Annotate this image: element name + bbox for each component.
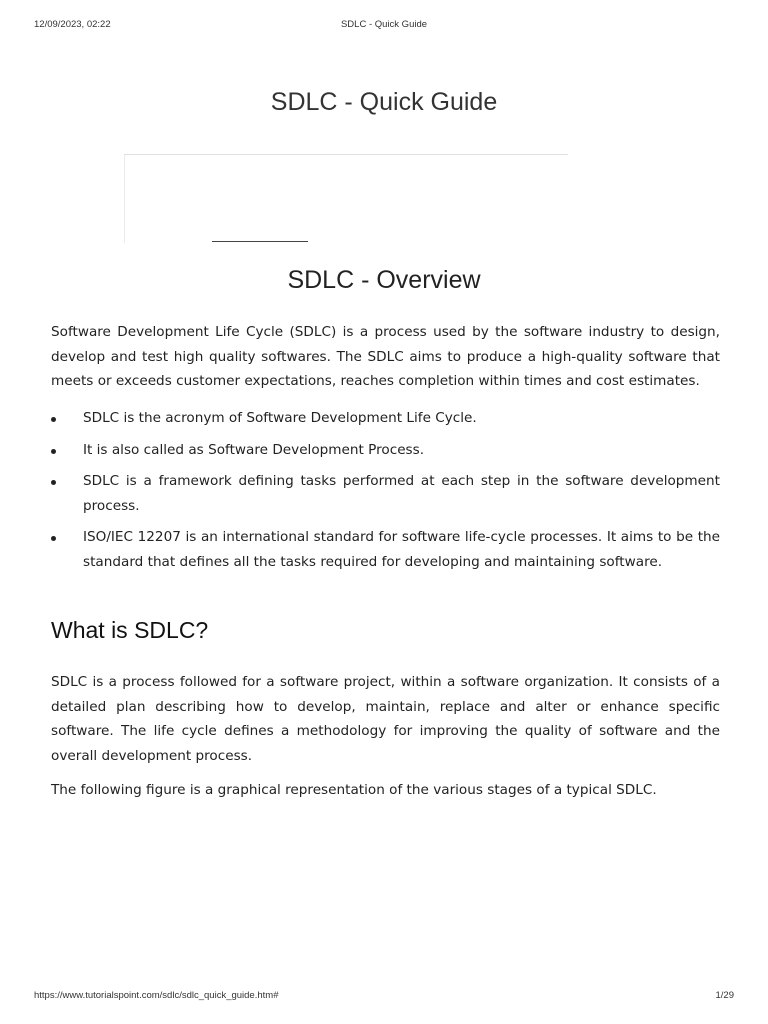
overview-heading: SDLC - Overview (287, 266, 481, 294)
list-item-text: SDLC is the acronym of Software Development Life Cycle. (83, 410, 477, 426)
list-item (51, 525, 720, 574)
print-datetime: 12/09/2023, 02:22 (34, 19, 111, 30)
bullet-dot-icon (51, 417, 56, 422)
bullet-dot-icon (51, 480, 56, 485)
overview-bullet-list (51, 406, 720, 581)
print-url[interactable]: https://www.tutorialspoint.com/sdlc/sdlc_quick_guide.htm# (34, 990, 279, 1001)
list-item (51, 469, 720, 518)
print-doc-title: SDLC - Quick Guide (340, 19, 428, 30)
ad-placeholder-underline (212, 241, 308, 242)
what-is-sdlc-heading: What is SDLC? (51, 617, 209, 643)
bullet-dot-icon (51, 449, 56, 454)
print-header (34, 19, 734, 31)
figure-intro-paragraph: The following figure is a graphical representation of the various stages of a typical SDLC. (51, 782, 657, 798)
page-title: SDLC - Quick Guide (270, 88, 498, 116)
what-is-sdlc-paragraph: SDLC is a process followed for a software project, within a software organization. It consists of a detailed plan describing how to develop, maintain, replace and alter or enhance specific software. The life cycle defines a methodology for improving the quality of software and the overall development process. (51, 674, 720, 764)
list-item-text: SDLC is a framework defining tasks performed at each step in the software development process. (83, 473, 720, 514)
list-item-text: ISO/IEC 12207 is an international standard for software life-cycle processes. It aims to be the standard that defines all the tasks required for developing and maintaining software. (83, 529, 720, 570)
ad-placeholder-border (124, 155, 125, 243)
list-item (51, 438, 720, 463)
page-number: 1/29 (715, 990, 734, 1001)
overview-intro-paragraph: Software Development Life Cycle (SDLC) is a process used by the software industry to design, develop and test high quality softwares. The SDLC aims to produce a high-quality software that meets or exceeds customer expectations, reaches completion within times and cost estimates. (51, 324, 720, 389)
bullet-dot-icon (51, 536, 56, 541)
ad-placeholder (124, 154, 568, 245)
print-footer (34, 990, 734, 1002)
list-item (51, 406, 720, 431)
list-item-text: It is also called as Software Development Process. (83, 441, 425, 458)
